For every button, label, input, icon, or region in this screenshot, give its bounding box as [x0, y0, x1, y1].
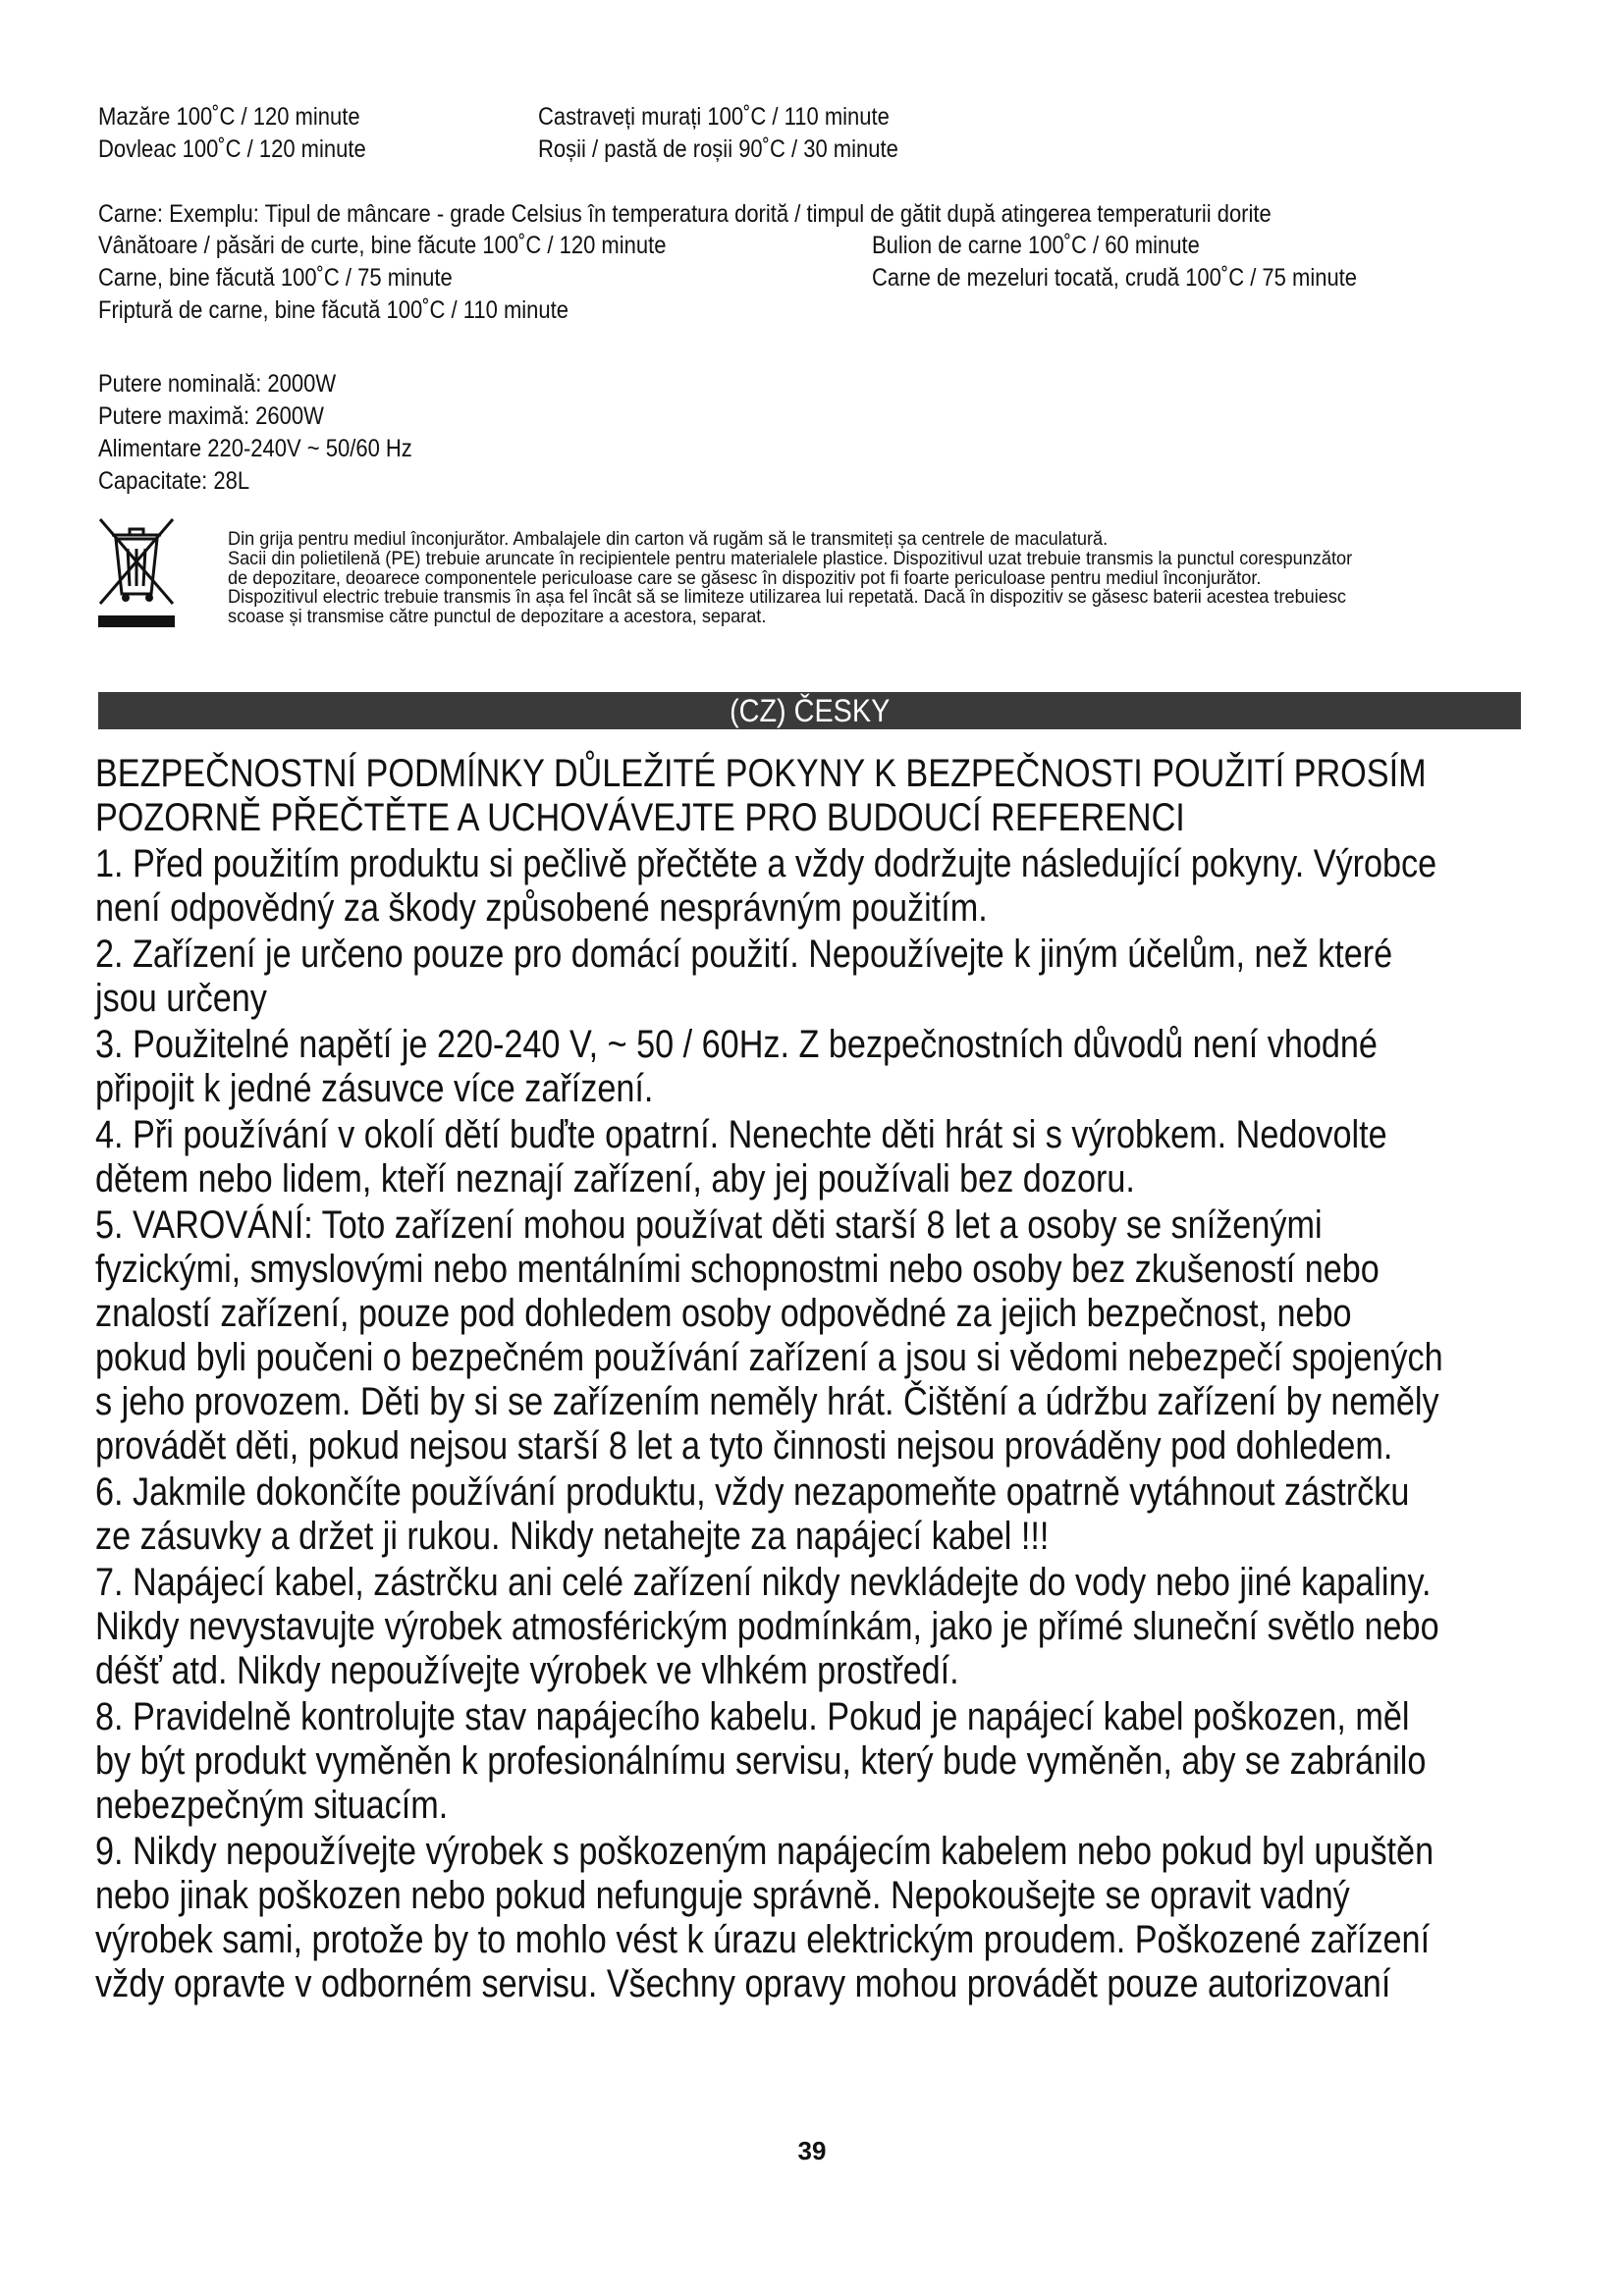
spec-line: Putere nominală: 2000W — [98, 370, 337, 398]
vegetable-times-right — [538, 102, 898, 167]
instruction-line: 2. Zařízení je určeno pouze pro domácí použití. Nepoužívejte k jiným účelům, než které — [95, 933, 1393, 976]
instruction-line: nebezpečným situacím. — [95, 1784, 449, 1827]
instruction-line: 8. Pravidelně kontrolujte stav napájecího kabelu. Pokud je napájecí kabel poškozen, měl — [95, 1695, 1410, 1738]
specifications — [98, 369, 412, 499]
instruction-line: fyzickými, smyslovými nebo mentálními schopnostmi nebo osoby bez zkušeností nebo — [95, 1248, 1380, 1291]
cooking-time-line: Mazăre 100˚C / 120 minute — [98, 103, 360, 131]
heading-line: BEZPEČNOSTNÍ PODMÍNKY DŮLEŽITÉ POKYNY K BEZPEČNOSTI POUŽITÍ PROSÍM — [95, 752, 1427, 795]
meat-times-left — [98, 231, 666, 328]
instruction-line: nebo jinak poškozen nebo pokud nefunguje správně. Nepokoušejte se opravit vadný — [95, 1874, 1350, 1917]
instruction-item — [95, 1830, 1523, 2006]
instruction-item — [95, 1695, 1523, 1828]
cooking-time-line: Carne de mezeluri tocată, crudă 100˚C / 75 minute — [872, 264, 1358, 292]
notice-line: Dispozitivul electric trebuie transmis în așa fel încât să se limiteze utilizarea lui repetată. Dacă în dispozitiv se găsesc baterii acestea trebuiesc — [228, 586, 1347, 609]
instruction-line: by být produkt vyměněn k profesionálnímu servisu, který bude vyměněn, aby se zabránilo — [95, 1739, 1427, 1783]
notice-line: de depozitare, deoarece componentele periculoase care se găsesc în dispozitiv pot fi foarte periculoase pentru mediul înconjurător. — [228, 566, 1262, 589]
safety-heading — [95, 752, 1523, 840]
instruction-line: 5. VAROVÁNÍ: Toto zařízení mohou používat děti starší 8 let a osoby se sníženými — [95, 1203, 1323, 1247]
spec-line: Alimentare 220-240V ~ 50/60 Hz — [98, 435, 412, 462]
instruction-line: pokud byli poučeni o bezpečném používání zařízení a jsou si vědomi nebezpečí spojených — [95, 1336, 1443, 1379]
recycling-notice — [228, 530, 1352, 627]
instruction-line: provádět děti, pokud nejsou starší 8 let a tyto činnosti nejsou prováděny pod dohledem. — [95, 1424, 1393, 1468]
instruction-line: 7. Napájecí kabel, zástrčku ani celé zařízení nikdy nevkládejte do vody nebo jiné kapaliny. — [95, 1561, 1432, 1604]
heading-line: POZORNĚ PŘEČTĚTE A UCHOVÁVEJTE PRO BUDOUCÍ REFERENCI — [95, 796, 1185, 839]
notice-line: Sacii din polietilenă (PE) trebuie aruncate în recipientele pentru materialele plastice. Dispozitivul uzat trebuie transmis la punctul corespunzător — [228, 547, 1353, 569]
instruction-line: 1. Před použitím produktu si pečlivě přečtěte a vždy dodržujte následující pokyny. Výrobce — [95, 842, 1437, 885]
meat-header: Carne: Exemplu: Tipul de mâncare - grade Celsius în temperatura dorită / timpul de gătit după atingerea temperaturii dorite — [98, 200, 1272, 228]
instruction-line: ze zásuvky a držet ji rukou. Nikdy netahejte za napájecí kabel !!! — [95, 1515, 1050, 1558]
instruction-item — [95, 1113, 1523, 1201]
cooking-time-line: Roșii / pastă de roșii 90˚C / 30 minute — [538, 135, 898, 163]
instruction-line: vždy opravte v odborném servisu. Všechny opravy mohou provádět pouze autorizovaní — [95, 1962, 1391, 2005]
instruction-item — [95, 1470, 1523, 1559]
cooking-time-line: Carne, bine făcută 100˚C / 75 minute — [98, 264, 453, 292]
cooking-time-line: Bulion de carne 100˚C / 60 minute — [872, 232, 1200, 259]
cooking-time-line: Vânătoare / păsări de curte, bine făcute 100˚C / 120 minute — [98, 232, 667, 259]
instruction-item — [95, 933, 1523, 1021]
notice-line: scoase și transmise către punctul de depozitare a acestora, separat. — [228, 606, 767, 628]
notice-line: Din grija pentru mediul înconjurător. Ambalajele din carton vă rugăm să le transmiteți șa centrele de maculatură. — [228, 528, 1109, 550]
section-title: (CZ) ČESKY — [729, 693, 891, 728]
instruction-line: Nikdy nevystavujte výrobek atmosférickým podmínkám, jako je přímé sluneční světlo nebo — [95, 1605, 1439, 1648]
spec-line: Putere maximă: 2600W — [98, 402, 324, 430]
page-number: 39 — [797, 2136, 827, 2165]
instruction-item — [95, 1561, 1523, 1693]
instruction-line: jsou určeny — [95, 977, 267, 1020]
instruction-line: s jeho provozem. Děti by si se zařízením neměly hrát. Čištění a údržbu zařízení by neměly — [95, 1380, 1439, 1423]
instruction-line: 3. Použitelné napětí je 220-240 V, ~ 50 / 60Hz. Z bezpečnostních důvodů není vhodné — [95, 1023, 1378, 1066]
instruction-line: není odpovědný za škody způsobené nesprávným použitím. — [95, 886, 988, 930]
instruction-item — [95, 1203, 1523, 1468]
instruction-line: 4. Při používání v okolí dětí buďte opatrní. Nenechte děti hrát si s výrobkem. Nedovolte — [95, 1113, 1387, 1156]
instruction-line: znalostí zařízení, pouze pod dohledem osoby odpovědné za jejich bezpečnost, nebo — [95, 1292, 1352, 1335]
section-header-bar — [98, 692, 1521, 729]
instruction-item — [95, 1023, 1523, 1111]
safety-instructions — [95, 752, 1523, 2006]
instruction-line: 9. Nikdy nepoužívejte výrobek s poškozeným napájecím kabelem nebo pokud byl upuštěn — [95, 1830, 1435, 1873]
weee-bin-icon — [96, 513, 177, 631]
cooking-time-line: Dovleac 100˚C / 120 minute — [98, 135, 366, 163]
instruction-item — [95, 842, 1523, 931]
instruction-line: déšť atd. Nikdy nepoužívejte výrobek ve vlhkém prostředí. — [95, 1649, 959, 1692]
instruction-line: 6. Jakmile dokončíte používání produktu, vždy nezapomeňte opatrně vytáhnout zástrčku — [95, 1470, 1410, 1514]
instruction-line: dětem nebo lidem, kteří neznají zařízení, aby jej používali bez dozoru. — [95, 1157, 1135, 1201]
vegetable-times-left — [98, 102, 366, 167]
cooking-time-line: Friptură de carne, bine făcută 100˚C / 110 minute — [98, 296, 568, 324]
instruction-line: výrobek sami, protože by to mohlo vést k úrazu elektrickým proudem. Poškozené zařízení — [95, 1918, 1431, 1961]
cooking-time-line: Castraveți murați 100˚C / 110 minute — [538, 103, 890, 131]
spec-line: Capacitate: 28L — [98, 467, 250, 495]
instruction-line: připojit k jedné zásuvce více zařízení. — [95, 1067, 654, 1110]
